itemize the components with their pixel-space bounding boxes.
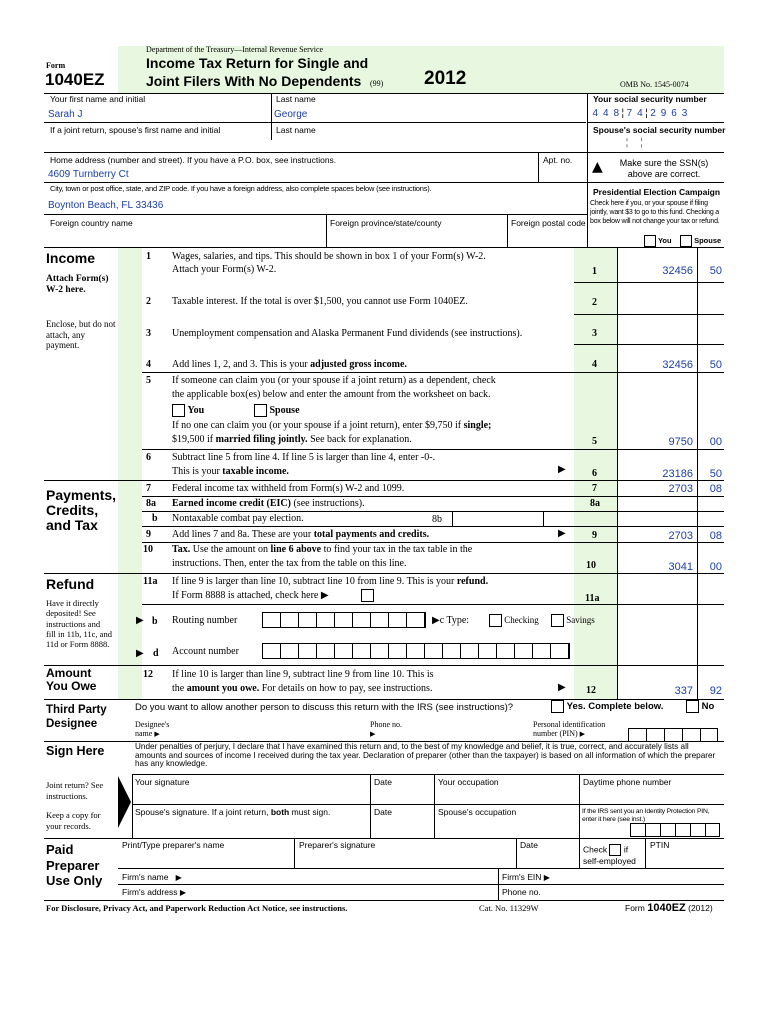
divider	[587, 122, 724, 123]
apt-label: Apt. no.	[543, 155, 573, 165]
payments-title: Payments, Credits, and Tax	[46, 487, 117, 533]
line-2-number: 2	[146, 296, 151, 307]
line-6-cents[interactable]: 50	[709, 468, 722, 480]
direct-deposit-note: Have it directly deposited! See instructions and fill in 11b, 11c, and 11d or Form 8888.	[46, 598, 112, 650]
line-9-bold: total payments and credits.	[313, 529, 430, 540]
line-7-text: Federal income tax withheld from Form(s) W-2 and 1099.	[172, 483, 405, 494]
divider	[44, 182, 724, 183]
last-name-label: Last name	[276, 94, 316, 104]
ssn-digit: 7	[626, 108, 633, 119]
line-8b-text: Nontaxable combat pay election.	[172, 513, 304, 524]
designee-pin-text: Personal identification number (PIN)	[533, 720, 606, 738]
line-4-number: 4	[146, 359, 151, 370]
ssn-digit: 4	[592, 108, 599, 119]
spouse-ssn-label: Spouse's social security number	[593, 125, 726, 135]
divider	[326, 214, 327, 247]
pec-spouse-checkbox[interactable]	[680, 235, 721, 247]
foreign-province-label: Foreign province/state/county	[330, 218, 442, 228]
checking-label: Checking	[504, 615, 539, 625]
line-4-text-bold: adjusted gross income.	[310, 359, 407, 370]
line-1-number: 1	[146, 251, 151, 262]
perjury-statement: Under penalties of perjury, I declare that I have examined this return and, to the best of my knowledge and belief, it is true, correct, and accurately lists all amounts and sources of income I received during the tax year. Declaration of preparer (other than the taxpayer) is based on all information of which the preparer has any knowledge.	[135, 742, 716, 768]
line-7-cents[interactable]: 08	[709, 483, 722, 495]
line-5-box: 5	[592, 436, 597, 447]
firm-ein-label: Firm's EIN	[502, 872, 542, 882]
enclose-note: Enclose, but do not attach, any payment.	[46, 319, 116, 350]
designee-name-label: Designee's name ▶	[135, 720, 170, 738]
line-column-band	[118, 248, 142, 700]
account-type-label: c Type:	[439, 615, 470, 626]
ssn-digit: 2	[650, 108, 656, 119]
checking-checkbox[interactable]	[489, 614, 539, 627]
preparer-date-field[interactable]: Date	[520, 840, 538, 850]
address-label: Home address (number and street). If you have a P.O. box, see instructions.	[50, 155, 337, 165]
divider	[44, 214, 587, 215]
daytime-phone-field[interactable]: Daytime phone number	[583, 777, 672, 787]
check-label: Check	[583, 844, 608, 855]
omb-number: OMB No. 1545-0074	[620, 80, 689, 89]
line-9-text-part: Add lines 7 and 8a. These are your	[172, 529, 312, 540]
pec-title: Presidential Election Campaign	[593, 187, 721, 197]
line-2-text: Taxable interest. If the total is over $1,500, you cannot use Form 1040EZ.	[172, 296, 468, 307]
firm-address-field[interactable]: Firm's address ▶	[122, 887, 186, 897]
divider	[579, 774, 580, 838]
refund-title: Refund	[46, 576, 95, 592]
catalog-number: Cat. No. 11329W	[479, 903, 539, 913]
line-5-text-d	[172, 433, 412, 446]
line-11a-bold: refund.	[456, 576, 489, 587]
arrow-icon: ▶	[320, 590, 329, 601]
designee-question: Do you want to allow another person to discuss this return with the IRS (see instructions)?	[135, 702, 514, 713]
ssn-note: Make sure the SSN(s) above are correct.	[619, 158, 709, 179]
self-employed-label: if self-employed	[583, 844, 636, 866]
designee-phone-label: Phone no. ▶	[370, 720, 402, 738]
sign-arrow-icon	[118, 776, 131, 828]
divider	[294, 838, 295, 868]
keep-copy-note: Keep a copy for your records.	[46, 810, 101, 831]
footer-form	[625, 902, 713, 914]
line-1-text-b: Attach your Form(s) W-2.	[172, 264, 277, 275]
first-name-spouse-label: If a joint return, spouse's first name and initial	[50, 125, 221, 135]
line-12-box: 12	[586, 685, 596, 696]
triangle-icon: ▲	[592, 159, 603, 175]
divider	[142, 449, 724, 450]
line-11d-number: d	[153, 648, 159, 659]
line-8b-box-label: 8b	[432, 514, 442, 525]
account-number-field[interactable]	[262, 643, 570, 659]
line-6-text-a: Subtract line 5 from line 4. If line 5 is larger than line 4, enter -0-.	[172, 452, 436, 463]
designee-phone-text: Phone no.	[370, 720, 402, 729]
divider	[645, 838, 646, 868]
line-6-bold: taxable income.	[222, 466, 289, 477]
spouse-date-field[interactable]: Date	[374, 807, 392, 817]
line-8a-text	[172, 497, 365, 510]
line-10-dollars[interactable]: 3041	[668, 561, 693, 573]
line-4-text-a: Add lines 1, 2, and 3. This is your	[172, 359, 308, 370]
line-8b-number: b	[152, 513, 158, 524]
line-10-box: 10	[586, 560, 596, 571]
ip-pin-label: If the IRS sent you an Identity Protection PIN, enter it here (see inst.)	[582, 808, 710, 823]
divider	[44, 122, 586, 123]
amount-owe-title: Amount You Owe	[46, 666, 97, 693]
income-title: Income	[46, 250, 96, 266]
line-12-text-b	[172, 682, 432, 695]
line-9-box: 9	[592, 530, 597, 541]
line-10-cents[interactable]: 00	[709, 561, 722, 573]
line-8a-box: 8a	[590, 498, 600, 509]
arrow-icon: ▶	[136, 615, 144, 626]
designee-name-text: Designee's name	[135, 720, 170, 738]
your-signature-field[interactable]: Your signature	[135, 777, 190, 787]
line-9-text	[172, 528, 429, 541]
first-name-label: Your first name and initial	[50, 94, 146, 104]
pec-you-label: You	[657, 235, 672, 245]
line-1-box: 1	[592, 266, 597, 277]
line-10-bold: Tax.	[172, 544, 191, 555]
line-10-text-c: instructions. Then, enter the tax from the table on this line.	[172, 558, 407, 569]
foreign-country-label: Foreign country name	[50, 218, 133, 228]
line-7-number: 7	[146, 483, 151, 494]
line-8a-bold: Earned income credit (EIC)	[172, 498, 291, 509]
designee-pin-field[interactable]	[628, 728, 718, 742]
arrow-icon: ▶	[558, 682, 566, 693]
line-12-number: 12	[143, 669, 153, 680]
line-10-text-b: to find your tax in the tax table in the	[323, 544, 473, 555]
spouse-signature-text: Spouse's signature. If a joint return,	[135, 807, 269, 817]
account-number-label: Account number	[172, 646, 239, 657]
designee-yes-label: Yes. Complete below.	[566, 701, 664, 713]
line-12-text-b-part: the	[172, 683, 185, 694]
line-6-text-b-part: This is your	[172, 466, 220, 477]
divider	[574, 314, 724, 315]
line-5-text-e: See back for explanation.	[310, 434, 412, 445]
line-3-number: 3	[146, 328, 151, 339]
arrow-icon: ▶	[558, 528, 566, 539]
divider	[142, 604, 724, 605]
divider	[574, 344, 724, 345]
spouse-occupation-field[interactable]: Spouse's occupation	[438, 807, 517, 817]
line-12-dollars[interactable]: 337	[674, 685, 693, 697]
ssn-digit: 3	[681, 108, 688, 119]
line-5-single: single;	[463, 420, 492, 431]
line-4-text	[172, 358, 407, 371]
designee-no-checkbox[interactable]	[686, 700, 714, 713]
divider	[44, 480, 724, 481]
divider	[516, 838, 517, 868]
line-7-box: 7	[592, 483, 597, 494]
divider	[44, 900, 724, 901]
line-10-text-a: Use the amount on	[192, 544, 269, 555]
divider	[44, 152, 724, 153]
ssn-digit: 9	[660, 108, 667, 119]
line-6-number: 6	[146, 452, 151, 463]
city-label: City, town or post office, state, and ZIP code. If you have a foreign address, also complete spaces below (see instructions).	[50, 184, 432, 193]
line-5-text-d-part: $19,500 if	[172, 434, 214, 445]
arrow-icon: ▶	[136, 648, 144, 659]
line-8a-number: 8a	[146, 498, 156, 509]
line-11a-text	[172, 575, 488, 588]
line-5-mfj: married filing jointly.	[215, 434, 308, 445]
savings-label: Savings	[566, 615, 595, 625]
spouse-signature-text-c: must sign.	[291, 807, 331, 817]
joint-return-note: Joint return? See instructions.	[46, 780, 104, 801]
line-5-you-label: You	[187, 405, 205, 416]
line-10-bold2: line 6 above	[270, 544, 322, 555]
divider	[118, 884, 724, 885]
attach-w2-note: Attach Form(s) W-2 here.	[46, 274, 109, 295]
arrow-icon: ▶	[432, 615, 440, 626]
line-5-text-c-part: If no one can claim you (or your spouse if a joint return), enter $9,750 if	[172, 420, 462, 431]
line-5-you-checkbox[interactable]	[172, 404, 204, 417]
ssn-field[interactable]: 4 4 8 ¦ 7 4 ¦ 2 9 6 3	[590, 108, 690, 119]
line-5-dollars[interactable]: 9750	[668, 436, 693, 448]
preparer-phone-field[interactable]: Phone no.	[502, 887, 541, 897]
paid-preparer-title: Paid Preparer Use Only	[46, 842, 103, 888]
routing-number-field[interactable]	[262, 612, 426, 628]
address-field[interactable]: 4609 Turnberry Ct	[48, 169, 129, 180]
form-title-1: Income Tax Return for Single and	[146, 55, 369, 71]
routing-number-label: Routing number	[172, 615, 238, 626]
designee-pin-label: Personal identification number (PIN) ▶	[533, 720, 606, 738]
line-6-box: 6	[592, 468, 597, 479]
divider	[44, 573, 724, 574]
line-5-spouse-label: Spouse	[269, 405, 300, 416]
divider	[118, 868, 724, 869]
self-employed-checkbox[interactable]	[583, 844, 643, 866]
last-name-field[interactable]: George	[274, 109, 308, 120]
divider	[579, 838, 580, 868]
line-5-text-a: If someone can claim you (or your spouse if a joint return) as a dependent, check	[172, 375, 496, 386]
firm-address-label: Firm's address	[122, 887, 178, 897]
divider	[507, 214, 508, 247]
designee-no-label: No	[701, 701, 715, 713]
line-11b-number: b	[152, 616, 158, 627]
line-5-cents[interactable]: 00	[709, 436, 722, 448]
line-12-cents[interactable]: 92	[709, 685, 722, 697]
divider	[587, 93, 588, 247]
spouse-signature-field[interactable]	[135, 807, 367, 817]
foreign-postal-label: Foreign postal code	[511, 218, 586, 228]
ssn-label: Your social security number	[593, 94, 707, 104]
divider	[44, 838, 724, 839]
account-type-group	[432, 614, 469, 627]
line-1-cents[interactable]: 50	[709, 265, 722, 277]
spouse-last-name-label: Last name	[276, 125, 316, 135]
line-6-text-b	[172, 465, 289, 478]
line-9-number: 9	[146, 529, 151, 540]
footer-year: (2012)	[688, 903, 713, 913]
ip-pin-field[interactable]	[630, 823, 720, 837]
divider	[574, 282, 724, 283]
ssn-digit: 8	[613, 108, 620, 119]
line-2-box: 2	[592, 297, 597, 308]
line-12-text-c: For details on how to pay, see instructions.	[261, 683, 433, 694]
preparer-name-field[interactable]: Print/Type preparer's name	[122, 840, 225, 850]
pec-spouse-label: Spouse	[694, 235, 722, 245]
line-1-text: Wages, salaries, and tips. This should be shown in box 1 of your Form(s) W-2.	[172, 251, 486, 262]
line-11a-text-b	[172, 589, 329, 602]
line-11a-text-a: If line 9 is larger than line 10, subtract line 10 from line 9. This is your	[172, 576, 455, 587]
line-1-dollars[interactable]: 32456	[662, 265, 693, 277]
footer-notice: For Disclosure, Privacy Act, and Paperwork Reduction Act Notice, see instructions.	[46, 903, 348, 913]
line-5-text-b: the applicable box(es) below and enter the amount from the worksheet on back.	[172, 389, 491, 400]
date-field[interactable]: Date	[374, 777, 392, 787]
pec-you-checkbox[interactable]	[644, 235, 672, 247]
footer-form-number: 1040EZ	[647, 902, 686, 914]
ssn-digit: 4	[602, 108, 609, 119]
line-3-box: 3	[592, 328, 597, 339]
divider	[538, 152, 539, 182]
divider	[370, 774, 371, 838]
line-8b-field[interactable]	[452, 512, 544, 526]
line-11a-number: 11a	[143, 576, 158, 587]
line-3-text: Unemployment compensation and Alaska Permanent Fund dividends (see instructions).	[172, 328, 523, 339]
line-4-dollars[interactable]: 32456	[662, 359, 693, 371]
line-4-box: 4	[592, 359, 597, 370]
ptin-field[interactable]: PTIN	[650, 840, 670, 850]
divider	[434, 774, 435, 838]
designee-title: Third Party Designee	[46, 704, 107, 730]
line-4-cents[interactable]: 50	[709, 359, 722, 371]
line-6-dollars[interactable]: 23186	[662, 468, 693, 480]
spouse-both: both	[270, 807, 290, 817]
line-9-cents[interactable]: 08	[709, 530, 722, 542]
line-10-number: 10	[143, 544, 153, 555]
line-11a-box: 11a	[585, 593, 600, 604]
line-5-number: 5	[146, 375, 151, 386]
tax-year: 2012	[424, 68, 467, 89]
firm-name-field[interactable]: Firm's name ▶	[122, 872, 182, 882]
spouse-ssn-field[interactable]: ¦ ¦	[626, 137, 643, 148]
city-field[interactable]: Boynton Beach, FL 33436	[48, 200, 164, 211]
first-name-field[interactable]: Sarah J	[48, 109, 83, 120]
line-12-bold: amount you owe.	[186, 683, 260, 694]
sign-here-title: Sign Here	[46, 744, 105, 758]
divider	[271, 94, 272, 140]
form-word: Form	[46, 61, 66, 70]
ssn-digit: 4	[637, 108, 643, 119]
footer-form-word: Form	[625, 903, 645, 913]
line-7-dollars[interactable]: 2703	[668, 483, 693, 495]
line-12-text-a: If line 10 is larger than line 9, subtract line 9 from line 10. This is	[172, 669, 434, 680]
line-8a-text-part: (see instructions).	[293, 498, 365, 509]
form-code: (99)	[370, 79, 384, 88]
divider	[142, 526, 724, 527]
divider	[44, 665, 724, 666]
preparer-signature-field[interactable]: Preparer's signature	[299, 840, 376, 850]
line-11a-text-b-part: If Form 8888 is attached, check here	[172, 590, 319, 601]
form-number: 1040EZ	[45, 70, 105, 89]
line-5-spouse-checkbox[interactable]	[254, 404, 300, 417]
ssn-digit: 6	[671, 108, 677, 119]
line-5-text-c	[172, 419, 491, 432]
department: Department of the Treasury—Internal Revenue Service	[146, 45, 324, 54]
savings-checkbox[interactable]	[551, 614, 595, 627]
firm-ein-field[interactable]: Firm's EIN ▶	[502, 872, 550, 882]
form-8888-checkbox[interactable]	[361, 589, 374, 602]
line-9-dollars[interactable]: 2703	[668, 530, 693, 542]
divider	[132, 804, 724, 805]
occupation-field[interactable]: Your occupation	[438, 777, 499, 787]
arrow-icon: ▶	[558, 464, 566, 475]
designee-yes-checkbox[interactable]	[551, 700, 663, 713]
divider	[132, 774, 133, 838]
form-title-2: Joint Filers With No Dependents	[146, 73, 362, 89]
line-10-text	[172, 543, 472, 556]
firm-name-label: Firm's name	[122, 872, 169, 882]
divider	[142, 372, 724, 373]
pec-text: Check here if you, or your spouse if filing jointly, want $3 to go to this fund. Checking a box below will not change your tax or refund.	[590, 200, 720, 225]
divider	[132, 774, 724, 775]
